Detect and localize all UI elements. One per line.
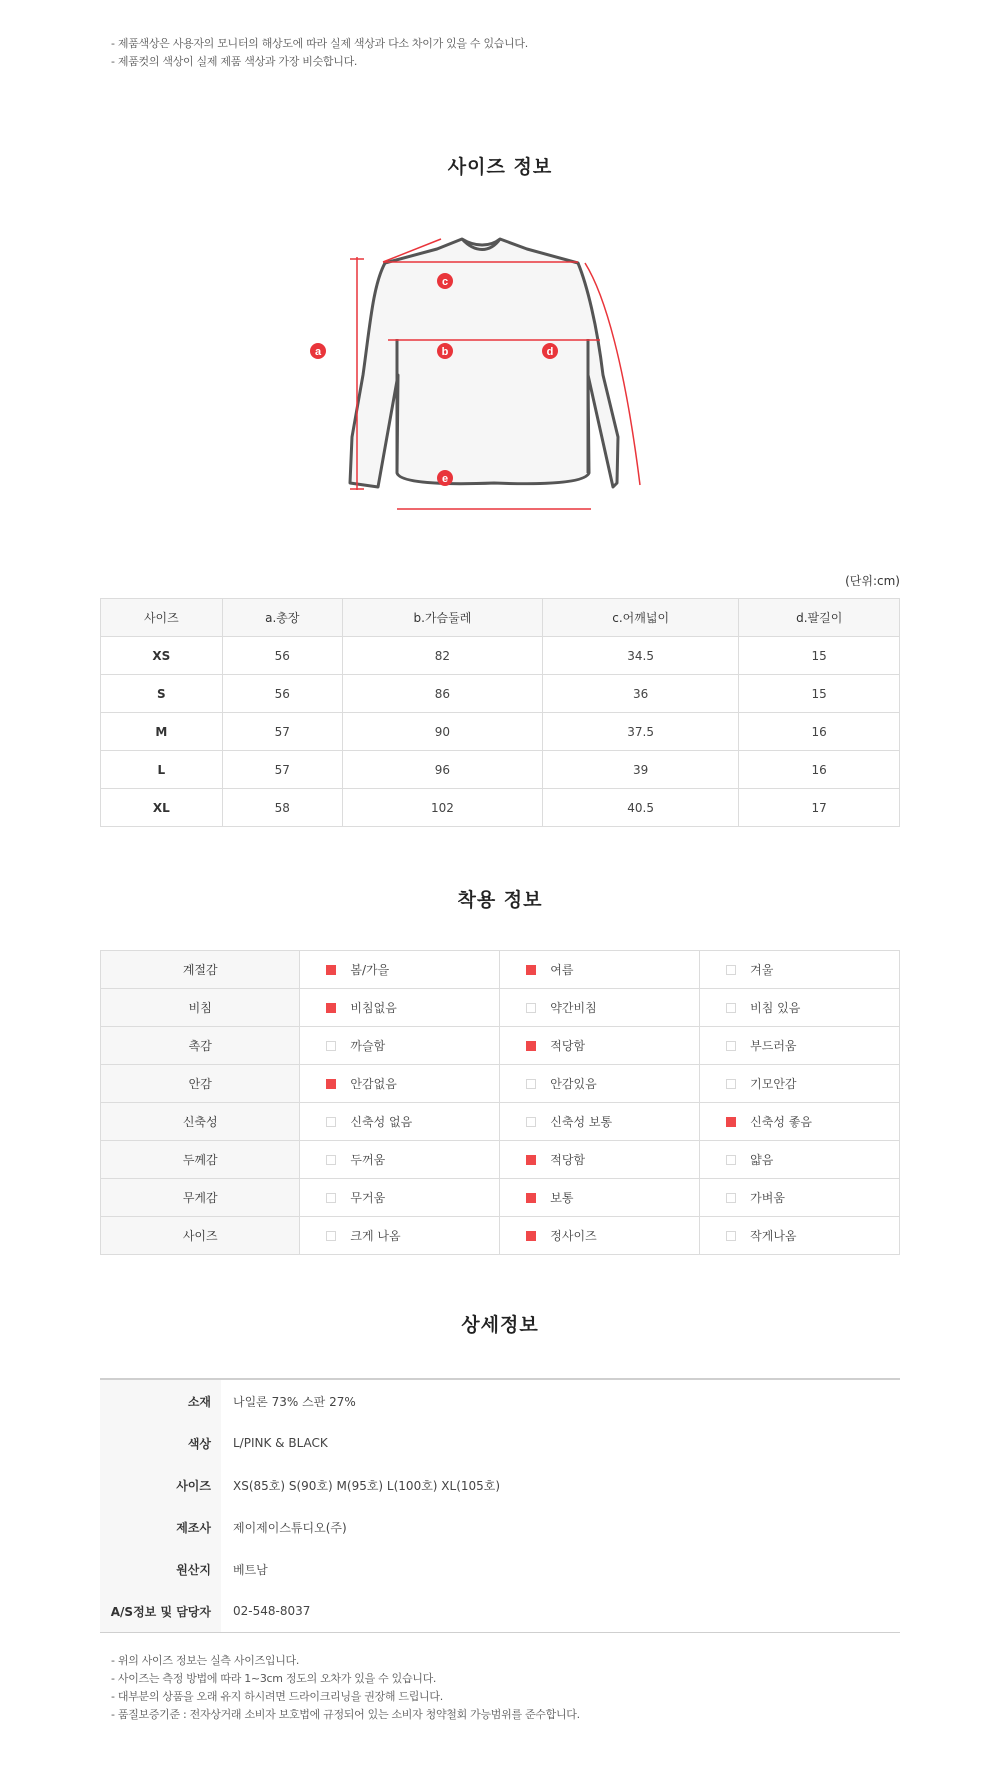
unchecked-box-icon [726, 1231, 736, 1241]
detail-value: XS(85호) S(90호) M(95호) L(100호) XL(105호) [233, 1478, 501, 1493]
checked-box-icon [526, 1193, 536, 1203]
fit-option-label: 기모안감 [750, 1077, 797, 1091]
value-cell: 82 [342, 637, 542, 675]
fit-row-label: 촉감 [101, 1027, 300, 1065]
size-table-header-row [101, 599, 900, 637]
fit-option-label: 가벼움 [750, 1191, 785, 1205]
fit-row-label: 무게감 [101, 1179, 300, 1217]
unit-label: (단위:cm) [845, 574, 900, 588]
fit-option [500, 1037, 699, 1054]
fit-option [700, 1037, 899, 1054]
fit-option-label: 신축성 좋음 [750, 1115, 812, 1129]
fit-option [500, 1227, 699, 1244]
unchecked-box-icon [726, 1155, 736, 1165]
detail-label: 원산지 [100, 1548, 221, 1590]
fit-option-cell [700, 1065, 900, 1103]
value-cell: 56 [222, 675, 342, 713]
note-line: - 위의 사이즈 정보는 실측 사이즈입니다. [111, 1654, 300, 1667]
size-section-title: 사이즈 정보 [447, 156, 553, 178]
fit-option-cell [700, 1217, 900, 1255]
fit-option-cell [500, 1027, 700, 1065]
fit-option-cell [300, 1027, 500, 1065]
checked-box-icon [526, 1155, 536, 1165]
fit-option [300, 1227, 499, 1244]
fit-option-cell [700, 1179, 900, 1217]
unchecked-box-icon [326, 1155, 336, 1165]
fit-row [101, 951, 900, 989]
checked-box-icon [726, 1117, 736, 1127]
fit-option [500, 961, 699, 978]
fit-row-label: 안감 [101, 1065, 300, 1103]
detail-label: 사이즈 [100, 1464, 221, 1506]
garment-measurement-diagram [314, 235, 645, 525]
detail-value: 02-548-8037 [233, 1604, 311, 1618]
detail-row [100, 1548, 900, 1590]
fit-option-cell [300, 951, 500, 989]
detail-label: 소재 [100, 1379, 221, 1422]
value-cell: 16 [739, 713, 900, 751]
detail-section-title: 상세정보 [461, 1314, 539, 1336]
fit-option-cell [700, 989, 900, 1027]
size-cell: XL [101, 789, 223, 827]
unchecked-box-icon [526, 1117, 536, 1127]
value-cell: 17 [739, 789, 900, 827]
fit-option-label: 정사이즈 [550, 1229, 597, 1243]
detail-value: 제이제이스튜디오(주) [233, 1520, 347, 1535]
fit-option-label: 부드러움 [750, 1039, 797, 1053]
fit-option-label: 안감있음 [550, 1077, 597, 1091]
fit-row-label: 비침 [101, 989, 300, 1027]
fit-option [500, 1151, 699, 1168]
fit-option [300, 999, 499, 1016]
unchecked-box-icon [726, 1003, 736, 1013]
fit-option [300, 1075, 499, 1092]
size-col-header: 사이즈 [101, 599, 223, 637]
fit-option [700, 1151, 899, 1168]
fit-option [700, 961, 899, 978]
fit-option-cell [700, 951, 900, 989]
fit-option-label: 봄/가을 [350, 963, 390, 977]
fit-option [700, 1189, 899, 1206]
fit-row-label: 두께감 [101, 1141, 300, 1179]
detail-value: L/PINK & BLACK [233, 1436, 328, 1450]
fit-option [300, 1151, 499, 1168]
fit-row [101, 1065, 900, 1103]
fit-option-label: 적당함 [550, 1039, 586, 1053]
top-notes [111, 35, 528, 71]
table-row [101, 637, 900, 675]
fit-option [300, 1037, 499, 1054]
value-cell: 90 [342, 713, 542, 751]
value-cell: 96 [342, 751, 542, 789]
detail-row [100, 1379, 900, 1422]
fit-option-label: 보통 [550, 1191, 574, 1205]
fit-option-label: 적당함 [550, 1153, 586, 1167]
fit-option [700, 999, 899, 1016]
fit-option-label: 비침 있음 [750, 1001, 801, 1015]
detail-row [100, 1464, 900, 1506]
checked-box-icon [526, 1041, 536, 1051]
size-cell: S [101, 675, 223, 713]
label-c: c [441, 276, 449, 288]
note-line: - 사이즈는 측정 방법에 따라 1~3cm 정도의 오차가 있을 수 있습니다. [111, 1672, 437, 1685]
label-d: d [546, 346, 554, 358]
unchecked-box-icon [326, 1041, 336, 1051]
fit-option [300, 1113, 499, 1130]
fit-row-label: 계절감 [101, 951, 300, 989]
fit-row-label: 신축성 [101, 1103, 300, 1141]
value-cell: 40.5 [542, 789, 738, 827]
label-a: a [314, 346, 322, 358]
checked-box-icon [526, 1231, 536, 1241]
detail-value: 나일론 73% 스판 27% [233, 1394, 356, 1409]
note-line: - 대부분의 상품을 오래 유지 하시려면 드라이크리닝을 권장해 드립니다. [111, 1690, 443, 1703]
fit-option-cell [500, 1179, 700, 1217]
fit-option [700, 1075, 899, 1092]
table-row [101, 675, 900, 713]
fit-option-label: 겨울 [750, 963, 774, 977]
label-e: e [441, 473, 449, 485]
fit-option-cell [500, 1141, 700, 1179]
size-cell: XS [101, 637, 223, 675]
fit-option-cell [300, 1103, 500, 1141]
value-cell: 56 [222, 637, 342, 675]
value-cell: 57 [222, 751, 342, 789]
unchecked-box-icon [326, 1117, 336, 1127]
fit-row-label: 사이즈 [101, 1217, 300, 1255]
unchecked-box-icon [526, 1003, 536, 1013]
fit-option-cell [500, 951, 700, 989]
fit-option-cell [500, 1065, 700, 1103]
detail-row [100, 1590, 900, 1633]
fit-table [100, 950, 900, 1255]
fit-option-cell [300, 1141, 500, 1179]
size-cell: M [101, 713, 223, 751]
shoulder-col-header: c.어깨넓이 [542, 599, 738, 637]
fit-option-label: 두꺼움 [350, 1153, 386, 1167]
table-row [101, 751, 900, 789]
unchecked-box-icon [726, 965, 736, 975]
fit-option-label: 약간비침 [550, 1001, 597, 1015]
fit-option-cell [500, 1217, 700, 1255]
fit-option-cell [500, 989, 700, 1027]
length-col-header: a.총장 [222, 599, 342, 637]
fit-option-cell [300, 1179, 500, 1217]
fit-option [500, 999, 699, 1016]
fit-row [101, 1103, 900, 1141]
fit-option [500, 1113, 699, 1130]
fit-option-label: 무거움 [350, 1191, 386, 1205]
value-cell: 15 [739, 675, 900, 713]
value-cell: 102 [342, 789, 542, 827]
fit-option-label: 여름 [550, 963, 574, 977]
fit-option-cell [700, 1027, 900, 1065]
fit-option-label: 신축성 보통 [550, 1115, 613, 1129]
unchecked-box-icon [526, 1079, 536, 1089]
fit-row [101, 1217, 900, 1255]
fit-option-cell [700, 1141, 900, 1179]
fit-option-cell [500, 1103, 700, 1141]
checked-box-icon [326, 1003, 336, 1013]
garment-outline [350, 239, 618, 487]
size-cell: L [101, 751, 223, 789]
checked-box-icon [526, 965, 536, 975]
fit-option [300, 961, 499, 978]
fit-option-label: 까슬함 [350, 1039, 386, 1053]
fit-option-label: 크게 나옴 [350, 1229, 401, 1243]
detail-value: 베트남 [233, 1562, 268, 1577]
detail-label: A/S정보 및 담당자 [100, 1590, 221, 1633]
note-line: - 제품컷의 색상이 실제 제품 색상과 가장 비슷합니다. [111, 55, 358, 68]
detail-label: 색상 [100, 1422, 221, 1464]
detail-row [100, 1506, 900, 1548]
unchecked-box-icon [326, 1231, 336, 1241]
detail-label: 제조사 [100, 1506, 221, 1548]
value-cell: 86 [342, 675, 542, 713]
value-cell: 36 [542, 675, 738, 713]
unchecked-box-icon [326, 1193, 336, 1203]
value-cell: 16 [739, 751, 900, 789]
detail-row [100, 1422, 900, 1464]
fit-option [300, 1189, 499, 1206]
fit-option-cell [300, 1217, 500, 1255]
sleeve-col-header: d.팔길이 [739, 599, 900, 637]
value-cell: 37.5 [542, 713, 738, 751]
unchecked-box-icon [726, 1041, 736, 1051]
fit-option [500, 1189, 699, 1206]
fit-row [101, 1027, 900, 1065]
fit-option [500, 1075, 699, 1092]
label-b: b [441, 346, 449, 358]
fit-row [101, 1179, 900, 1217]
fit-option-cell [300, 989, 500, 1027]
fit-option-cell [300, 1065, 500, 1103]
checked-box-icon [326, 965, 336, 975]
unchecked-box-icon [726, 1193, 736, 1203]
fit-option-cell [700, 1103, 900, 1141]
fit-option-label: 신축성 없음 [350, 1115, 413, 1129]
fit-option-label: 비침없음 [350, 1001, 397, 1015]
detail-table [100, 1378, 900, 1633]
table-row [101, 789, 900, 827]
bottom-notes [111, 1652, 580, 1724]
value-cell: 39 [542, 751, 738, 789]
value-cell: 57 [222, 713, 342, 751]
fit-row [101, 1141, 900, 1179]
checked-box-icon [326, 1079, 336, 1089]
unchecked-box-icon [726, 1079, 736, 1089]
value-cell: 34.5 [542, 637, 738, 675]
fit-option-label: 작게나옴 [750, 1229, 797, 1243]
size-table [100, 598, 900, 827]
note-line: - 제품색상은 사용자의 모니터의 해상도에 따라 실제 색상과 다소 차이가 있을 수 있습니다. [111, 37, 528, 50]
fit-option-label: 안감없음 [350, 1077, 397, 1091]
fit-section-title: 착용 정보 [457, 889, 543, 911]
value-cell: 15 [739, 637, 900, 675]
note-line: - 품질보증기준 : 전자상거래 소비자 보호법에 규정되어 있는 소비자 청약철회 가능범위를 준수합니다. [111, 1708, 580, 1721]
fit-option [700, 1113, 899, 1130]
fit-option [700, 1227, 899, 1244]
table-row [101, 713, 900, 751]
chest-col-header: b.가슴둘레 [342, 599, 542, 637]
fit-row [101, 989, 900, 1027]
fit-option-label: 얇음 [750, 1153, 774, 1167]
value-cell: 58 [222, 789, 342, 827]
